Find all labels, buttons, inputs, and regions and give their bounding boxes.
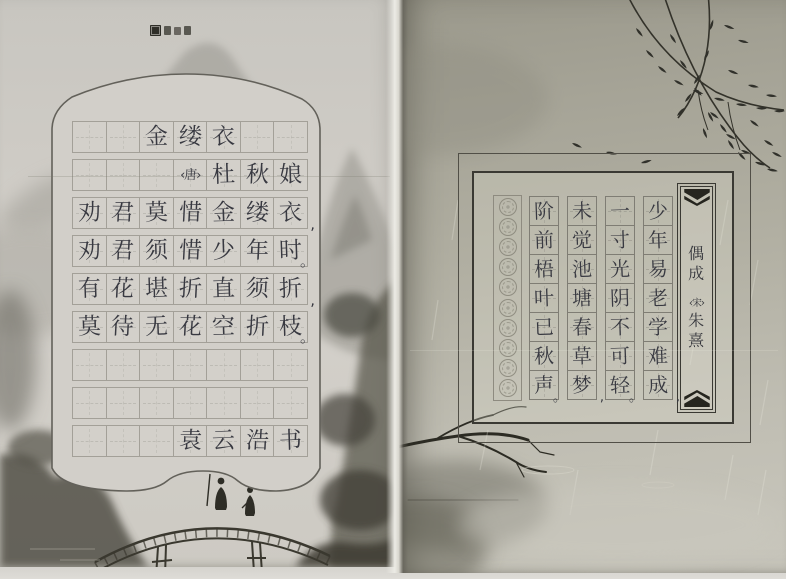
handwritten-char: 惜 xyxy=(177,237,203,264)
handwritten-char: 无 xyxy=(144,313,169,340)
handwritten-char: 金 xyxy=(144,123,169,150)
handwritten-char: 秋 xyxy=(533,343,555,368)
brand-glyph-icon xyxy=(184,26,191,35)
grid-cell xyxy=(206,121,241,153)
handwritten-char: 老 xyxy=(647,285,669,310)
handwritten-char: 阴 xyxy=(609,285,631,310)
grid-cell xyxy=(643,312,673,342)
handwritten-char: 劝 xyxy=(77,237,102,264)
handwritten-char: 一 xyxy=(609,198,631,223)
seal-coin-icon xyxy=(499,258,517,276)
page-crease xyxy=(410,350,778,351)
handwritten-char: 成 xyxy=(647,372,669,397)
handwritten-char: 难 xyxy=(647,343,669,368)
grid-row xyxy=(72,197,316,233)
handwritten-char: 不 xyxy=(609,314,631,339)
punctuation-mark: 。 xyxy=(628,389,642,405)
grid-cell xyxy=(240,197,275,229)
grid-cell xyxy=(173,425,208,457)
grid-cell xyxy=(273,235,316,270)
title-char: 成 xyxy=(688,263,705,284)
handwritten-char: 金 xyxy=(211,199,236,226)
grid-cell xyxy=(240,425,275,457)
handwritten-char: 有 xyxy=(77,275,102,302)
handwritten-char: 前 xyxy=(533,227,555,252)
grid-cell xyxy=(240,235,275,267)
header-ornament-top-icon xyxy=(684,189,710,206)
handwritten-char: 娘 xyxy=(278,161,303,188)
poem-column xyxy=(643,196,680,405)
title-column xyxy=(680,186,713,410)
handwritten-char: 空 xyxy=(211,313,236,340)
handwritten-char: 君 xyxy=(110,199,136,226)
grid-cell xyxy=(106,349,141,381)
grid-cell xyxy=(206,387,241,419)
handwritten-char: 学 xyxy=(647,314,669,339)
grid-cell xyxy=(139,349,174,381)
handwritten-char: 草 xyxy=(571,343,593,368)
grid-cell xyxy=(106,387,141,419)
handwritten-char: 光 xyxy=(609,256,631,281)
punctuation-mark: 。 xyxy=(552,389,566,405)
inner-frame xyxy=(472,171,734,424)
grid-cell xyxy=(567,283,597,313)
handwritten-char: 枝 xyxy=(278,313,303,340)
handwritten-char: 声 xyxy=(533,372,555,397)
grid-cell xyxy=(206,197,241,229)
grid-cell xyxy=(206,311,241,343)
grid-row xyxy=(72,273,316,309)
grid-cell xyxy=(529,225,559,255)
grid-cell xyxy=(72,349,107,381)
writing-grid xyxy=(72,121,316,457)
grid-cell xyxy=(106,197,141,229)
handwritten-char: 折 xyxy=(245,313,270,340)
poem-column xyxy=(605,196,642,405)
grid-cell xyxy=(605,196,635,226)
handwritten-char: 花 xyxy=(110,275,136,302)
handwritten-char: 易 xyxy=(647,256,669,281)
grid-cell xyxy=(567,254,597,284)
handwritten-char: 浩 xyxy=(245,427,270,454)
handwritten-char: 时 xyxy=(278,237,303,264)
grid-cell xyxy=(139,235,174,267)
handwritten-char: 莫 xyxy=(144,199,169,226)
seal-column xyxy=(493,195,522,401)
handwritten-char: 衣 xyxy=(278,199,303,226)
handwritten-char: 书 xyxy=(278,427,303,454)
handwritten-char: 直 xyxy=(211,275,236,302)
grid-cell xyxy=(173,273,208,305)
grid-cell xyxy=(139,273,174,305)
grid-cell xyxy=(72,235,107,267)
grid-cell xyxy=(206,349,241,381)
grid-cell xyxy=(567,370,604,405)
handwritten-char: 堪 xyxy=(144,275,169,302)
grid-row xyxy=(72,121,308,153)
grid-cell xyxy=(173,121,208,153)
handwritten-char: 云 xyxy=(211,427,236,454)
title-text xyxy=(688,206,704,390)
grid-cell xyxy=(206,425,241,457)
grid-row xyxy=(72,349,308,381)
handwritten-char: 叶 xyxy=(533,285,555,310)
left-page xyxy=(0,0,397,567)
grid-row xyxy=(72,159,308,191)
grid-cell xyxy=(206,235,241,267)
header-ornament-bottom-icon xyxy=(684,390,710,407)
seal-coin-icon xyxy=(499,278,517,296)
page-crease xyxy=(28,176,390,177)
grid-cell xyxy=(72,121,107,153)
handwritten-char: 秋 xyxy=(245,161,270,188)
handwritten-char: 袁 xyxy=(177,427,203,454)
seal-coin-icon xyxy=(499,359,517,377)
willow-art xyxy=(571,0,785,173)
outer-frame xyxy=(458,153,751,443)
grid-cell xyxy=(273,159,308,191)
grid-cell xyxy=(605,341,635,371)
grid-cell xyxy=(139,159,174,191)
grid-cell xyxy=(273,349,308,381)
grid-cell xyxy=(173,349,208,381)
grid-row xyxy=(72,311,316,346)
grid-cell xyxy=(72,197,107,229)
brand-square-icon xyxy=(150,25,161,36)
grid-cell xyxy=(106,425,141,457)
handwritten-char: 衣 xyxy=(211,123,236,150)
grid-cell xyxy=(605,283,635,313)
punctuation-mark: , xyxy=(310,215,316,233)
handwritten-char: 花 xyxy=(177,313,203,340)
grid-cell xyxy=(72,311,107,343)
grid-cell xyxy=(106,311,141,343)
grid-cell xyxy=(529,283,559,313)
brand-logo xyxy=(150,25,191,36)
grid-cell xyxy=(240,159,275,191)
handwritten-char: 年 xyxy=(647,227,669,252)
seal-coin-icon xyxy=(499,238,517,256)
handwritten-char: 塘 xyxy=(571,285,593,310)
handwritten-char: 折 xyxy=(278,275,303,302)
poem-columns xyxy=(529,196,680,405)
punctuation-mark: 。 xyxy=(300,328,316,346)
handwritten-char: 春 xyxy=(571,314,593,339)
seal-coin-icon xyxy=(499,339,517,357)
grid-cell xyxy=(106,273,141,305)
grid-cell xyxy=(173,235,208,267)
seal-coin-icon xyxy=(499,198,517,216)
handwritten-char: 梧 xyxy=(533,256,555,281)
seal-coin-icon xyxy=(499,299,517,317)
handwritten-char: 杜 xyxy=(211,161,236,188)
handwritten-char: 寸 xyxy=(609,227,631,252)
grid-cell xyxy=(643,254,673,284)
grid-cell xyxy=(273,197,316,233)
handwritten-char: 梦 xyxy=(571,372,593,397)
grid-cell xyxy=(139,387,174,419)
grid-cell xyxy=(240,273,275,305)
handwritten-char: 缕 xyxy=(177,123,203,150)
handwritten-char: 池 xyxy=(571,256,593,281)
grid-cell xyxy=(643,283,673,313)
grid-cell xyxy=(605,370,642,405)
handwritten-char: 莫 xyxy=(77,313,102,340)
punctuation-mark: , xyxy=(675,389,680,405)
grid-cell xyxy=(240,387,275,419)
grid-cell xyxy=(106,235,141,267)
handwritten-char: 已 xyxy=(533,314,555,339)
grid-cell xyxy=(72,425,107,457)
grid-cell xyxy=(567,312,597,342)
grid-cell xyxy=(273,425,308,457)
grid-row xyxy=(72,387,308,419)
grid-cell xyxy=(643,370,680,405)
grid-cell xyxy=(567,196,597,226)
handwritten-char: 可 xyxy=(609,343,631,368)
brand-glyph-icon xyxy=(174,27,181,35)
grid-cell xyxy=(72,387,107,419)
handwritten-char: 劝 xyxy=(77,199,102,226)
grid-cell xyxy=(605,254,635,284)
grid-cell xyxy=(529,370,566,405)
seal-coin-icon xyxy=(499,379,517,397)
grid-cell xyxy=(72,273,107,305)
grid-cell xyxy=(240,311,275,343)
grid-cell xyxy=(240,121,275,153)
right-page xyxy=(398,0,786,573)
grid-cell xyxy=(139,197,174,229)
grid-cell xyxy=(106,121,141,153)
poem-column xyxy=(529,196,566,405)
handwritten-char: 须 xyxy=(144,237,169,264)
grid-cell xyxy=(529,312,559,342)
seal-coin-icon xyxy=(499,218,517,236)
title-char: 熹 xyxy=(688,330,705,351)
grid-cell xyxy=(106,159,141,191)
grid-cell xyxy=(605,312,635,342)
grid-cell xyxy=(173,197,208,229)
grid-row xyxy=(72,235,316,270)
grid-cell xyxy=(273,387,308,419)
grid-cell xyxy=(529,341,559,371)
grid-cell xyxy=(605,225,635,255)
grid-cell xyxy=(240,349,275,381)
grid-cell xyxy=(206,273,241,305)
grid-cell xyxy=(206,159,241,191)
punctuation-mark: 。 xyxy=(300,252,316,270)
handwritten-char: 折 xyxy=(177,275,203,302)
grid-cell xyxy=(643,225,673,255)
grid-cell xyxy=(273,273,316,309)
grid-cell xyxy=(173,311,208,343)
grid-cell xyxy=(567,341,597,371)
handwritten-char: 少 xyxy=(211,237,236,264)
grid-cell xyxy=(173,159,208,191)
handwritten-char: 缕 xyxy=(245,199,270,226)
poem-column xyxy=(567,196,604,405)
grid-cell xyxy=(643,196,673,226)
title-char: 偶 xyxy=(688,243,705,264)
grid-cell xyxy=(273,121,308,153)
handwritten-char: 觉 xyxy=(571,227,593,252)
handwritten-char: 未 xyxy=(571,198,593,223)
grid-cell xyxy=(273,311,316,346)
grid-cell xyxy=(529,196,559,226)
handwritten-char: ‹唐› xyxy=(179,167,201,183)
grid-row xyxy=(72,425,308,457)
mist-art xyxy=(398,45,548,155)
punctuation-mark: , xyxy=(310,291,316,309)
handwritten-char: 轻 xyxy=(609,372,631,397)
handwritten-char: 阶 xyxy=(533,198,555,223)
punctuation-mark: , xyxy=(599,389,604,405)
title-char: ‹宋› xyxy=(688,297,705,310)
grid-cell xyxy=(139,311,174,343)
grid-cell xyxy=(72,159,107,191)
grid-cell xyxy=(173,387,208,419)
handwritten-char: 须 xyxy=(245,275,270,302)
brand-glyph-icon xyxy=(164,26,171,35)
grid-cell xyxy=(567,225,597,255)
mist-art xyxy=(458,485,778,565)
handwritten-char: 少 xyxy=(647,198,669,223)
handwritten-char: 惜 xyxy=(177,199,203,226)
handwritten-char: 年 xyxy=(245,237,270,264)
grid-cell xyxy=(139,121,174,153)
grid-cell xyxy=(529,254,559,284)
handwritten-char: 君 xyxy=(110,237,136,264)
seal-coin-icon xyxy=(499,319,517,337)
grid-cell xyxy=(643,341,673,371)
grid-cell xyxy=(139,425,174,457)
handwritten-char: 待 xyxy=(110,313,136,340)
title-char: 朱 xyxy=(688,310,705,331)
